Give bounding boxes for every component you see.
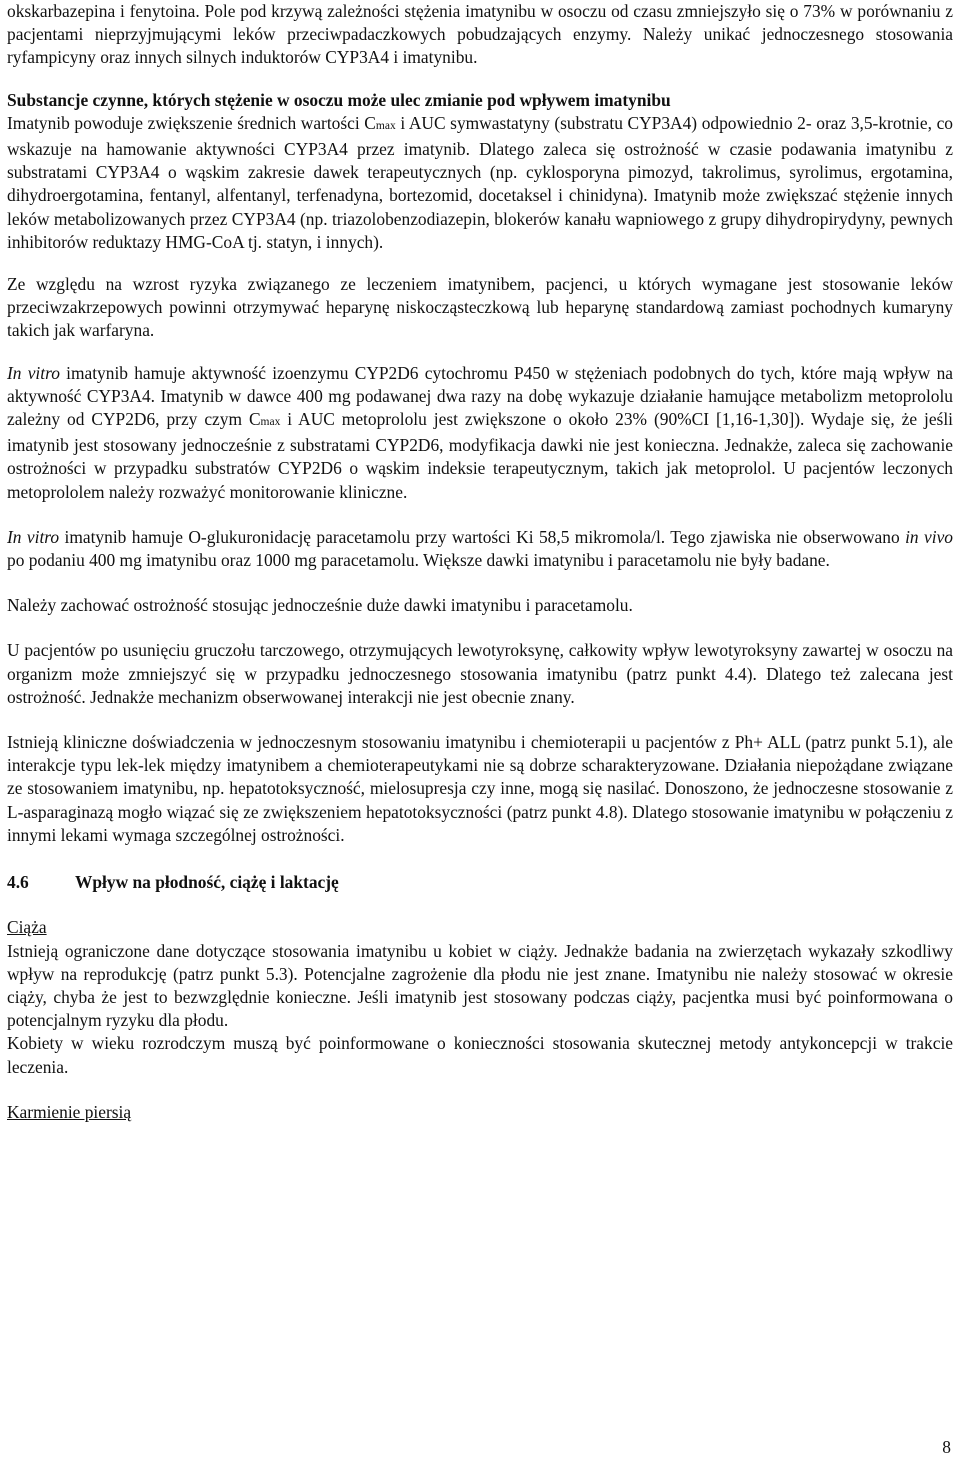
paragraph-cyp2d6	[7, 362, 953, 504]
cmax-subscript: max	[375, 119, 396, 132]
section-heading	[7, 871, 953, 894]
subheading-breastfeeding: Karmienie piersią	[7, 1101, 132, 1122]
cmax-subscript: max	[260, 416, 281, 429]
substances-block	[7, 89, 953, 254]
simvastatin-text-b: i AUC symwastatyny (substratu CYP3A4) odpowiednio 2- oraz 3,5-krotnie, co wskazuje na hamowanie aktywności CYP3A4 przez imatynib. Dlatego zaleca się ostrożność w czasie podawania imatynibu z substratami CYP3A4 o wąskim zakresie dawek terapeutycznych (np. cyklosporyna pimozyd, takrolimus, syrolimus, ergotamina, dihydroergotamina, fentanyl, alfentanyl, terfenadyna, bortezomid, docetaksel i chinidyna). Imatynib może zwiększać stężenie innych leków metabolizowanych przez CYP3A4 (np. triazolobenzodiazepin, blokerów kanału wapniowego z grupy dihydropirydyny, pewnych inhibitorów reduktazy HMG-CoA tj. statyn, i innych).	[7, 112, 953, 252]
document-page	[7, 0, 953, 1124]
simvastatin-text-a: Imatynib powoduje zwiększenie średnich wartości C	[7, 112, 376, 133]
paragraph-chemotherapy: Istnieją kliniczne doświadczenia w jednoczesnym stosowaniu imatynibu i chemioterapii u pacjentów z Ph+ ALL (patrz punkt 5.1), ale interakcje typu lek-lek między imatynibem a chemioterapeutykami nie są dobrze scharakteryzowane. Działania niepożądane związane ze stosowaniem imatynibu, np. hepatotoksyczność, mielosupresja czy inne, mogą się nasilać. Donoszono, że jednoczesne stosowanie z L-asparaginazą mogło wiązać się ze zwiększeniem hepatotoksyczności (patrz punkt 4.8). Dlatego stosowanie imatynibu w połączeniu z innymi lekami wymaga szczególnej ostrożności.	[7, 732, 953, 845]
subheading-pregnancy: Ciąża	[7, 917, 47, 938]
paragraph-pregnancy: Istnieją ograniczone dane dotyczące stosowania imatynibu u kobiet w ciąży. Jednakże badania na zwierzętach wykazały szkodliwy wpływ na reprodukcję (patrz punkt 5.3). Potencjalne zagrożenie dla płodu nie jest znane. Imatynibu nie należy stosować w okresie ciąży, chyba że jest to bezwzględnie konieczne. Jeśli imatynib jest stosowany podczas ciąży, pacjentka musi być poinformowana o potencjalnym ryzyku dla płodu.	[7, 940, 953, 1031]
paracetamol-text-b: po podaniu 400 mg imatynibu oraz 1000 mg paracetamolu. Większe dawki imatynibu i paracetamolu nie były badane.	[7, 550, 830, 571]
section-number: 4.6	[7, 872, 29, 893]
cyp2d6-text-b: i AUC metoprololu jest zwiększone o około 23% (90%CI [1,16-1,30]). Wydaje się, że jeśli imatynib jest stosowany jednocześnie z substratami CYP2D6, modyfikacja dawki nie jest konieczna. Jednakże, zaleca się zachowanie ostrożności w przypadku substratów CYP2D6 o wąskim indeksie terapeutycznym, takich jak metoprolol. U pacjentów leczonych metoprololem należy rozważyć monitorowanie kliniczne.	[7, 409, 953, 502]
paracetamol-text-a: imatynib hamuje O-glukuronidację paracetamolu przy wartości Ki 58,5 mikromola/l. Tego zjawiska nie obserwowano	[59, 526, 906, 547]
paragraph-antiepileptics: okskarbazepina i fenytoina. Pole pod krzywą zależności stężenia imatynibu w osoczu od czasu zmniejszyło się o 73% w porównaniu z pacjentami nieprzyjmującymi leków przeciwpadaczkowych pobudzających enzymy. Należy unikać jednoczesnego stosowania ryfampicyny oraz innych silnych induktorów CYP3A4 i imatynibu.	[7, 1, 953, 68]
paragraph-caution-paracetamol: Należy zachować ostrożność stosując jednocześnie duże dawki imatynibu i paracetamolu.	[7, 595, 633, 616]
in-vivo-italic: in vivo	[905, 526, 953, 547]
paragraph-paracetamol	[7, 526, 953, 572]
cyp2d6-text-a: imatynib hamuje aktywność izoenzymu CYP2D6 cytochromu P450 w stężeniach podobnych do tych, które mają wpływ na aktywność CYP3A4. Imatynib w dawce 400 mg podawanej dwa razy na dobę wykazuje działanie hamujące metabolizm metoprololu zależny od CYP2D6, przy czym C	[7, 362, 953, 430]
in-vitro-italic: In vitro	[7, 362, 60, 383]
subsection-heading-substances: Substancje czynne, których stężenie w osoczu może ulec zmianie pod wpływem imatynibu	[7, 89, 671, 110]
section-title: Wpływ na płodność, ciążę i laktację	[75, 872, 339, 893]
paragraph-contraception: Kobiety w wieku rozrodczym muszą być poinformowane o konieczności stosowania skutecznej metody antykoncepcji w trakcie leczenia.	[7, 1033, 953, 1077]
paragraph-anticoagulants: Ze względu na wzrost ryzyka związanego ze leczeniem imatynibem, pacjenci, u których wymagane jest stosowanie leków przeciwzakrzepowych powinni otrzymywać heparynę niskocząsteczkową lub heparynę standardową zamiast pochodnych kumaryny takich jak warfaryna.	[7, 274, 953, 341]
page-number: 8	[942, 1437, 951, 1457]
paragraph-levothyroxine: U pacjentów po usunięciu gruczołu tarczowego, otrzymujących lewotyroksynę, całkowity wpływ lewotyroksyny zawartej w osoczu na organizm może zmniejszyć się w przypadku jednoczesnego stosowania imatynibu (patrz punkt 4.4). Dlatego też zalecana jest ostrożność. Jednakże mechanizm obserwowanej interakcji nie jest obecnie znany.	[7, 640, 953, 707]
in-vitro-italic: In vitro	[7, 526, 60, 547]
paragraph-simvastatin	[7, 112, 953, 254]
